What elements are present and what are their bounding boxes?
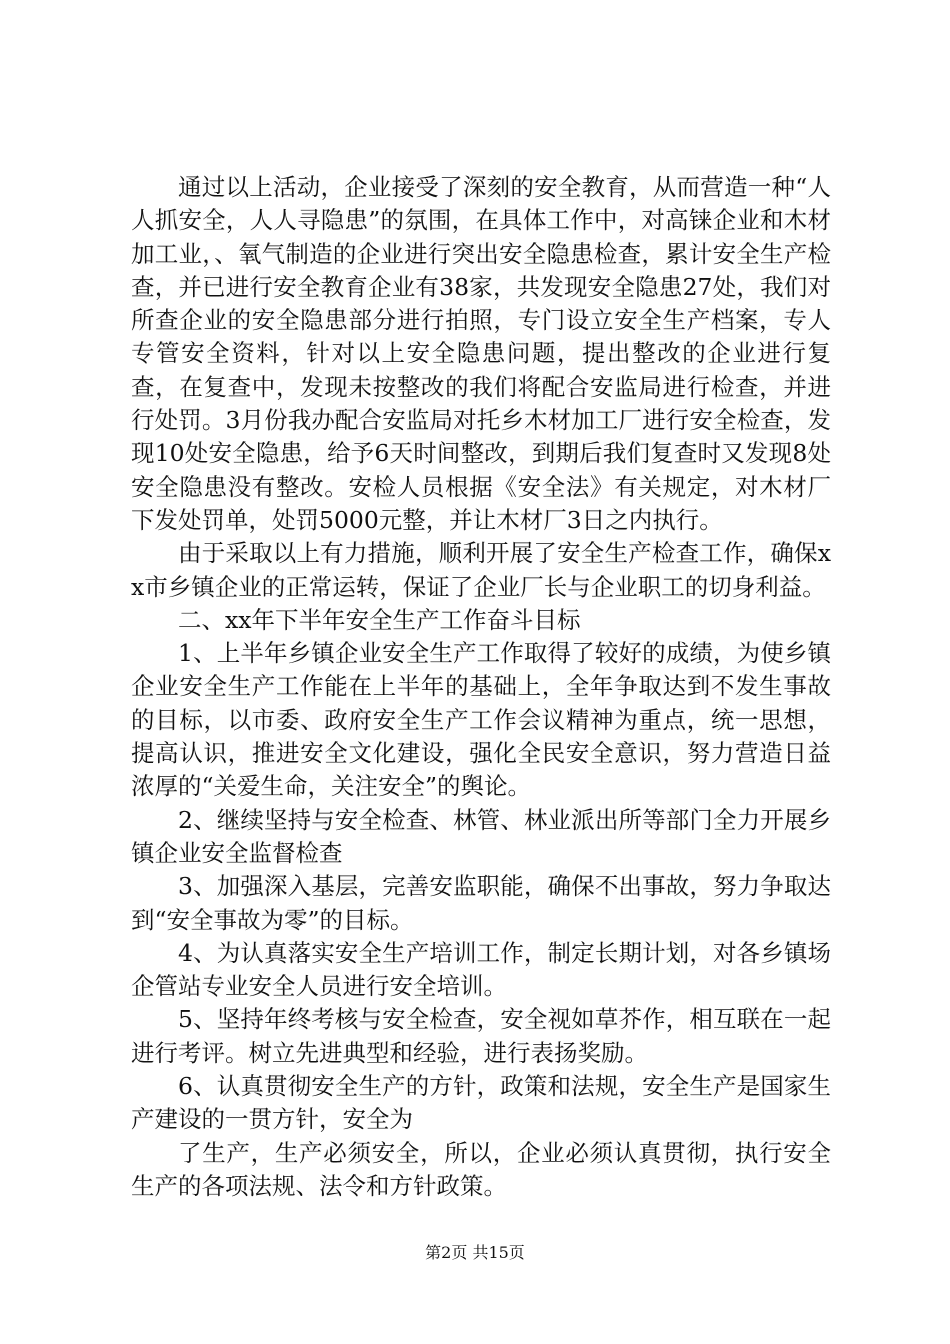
goal-item-4: 4、为认真落实安全生产培训工作，制定长期计划，对各乡镇场企管站专业安全人员进行安全培训。: [131, 938, 831, 1001]
paragraph-measures-result: 由于采取以上有力措施，顺利开展了安全生产检查工作，确保xx市乡镇企业的正常运转，保证了企业厂长与企业职工的切身利益。: [131, 539, 831, 601]
paragraph-activities-summary: 通过以上活动，企业接受了深刻的安全教育，从而营造一种“人人抓安全，人人寻隐患”的氛围，在具体工作中，对高铼企业和木材加工业，、氧气制造的企业进行突出安全隐患检查，累计安全生产检查，并已进行安全教育企业有38家，共发现安全隐患27处，我们对所查企业的安全隐患部分进行拍照，专门设立安全生产档案，专人专管安全资料，针对以上安全隐患问题，提出整改的企业进行复查，在复查中，发现未按整改的我们将配合安监局进行检查，并进行处罚。3月份我办配合安监局对托乡木材加工厂进行安全检查，发现10处安全隐患，给予6天时间整改，到期后我们复查时又发现8处安全隐患没有整改。安检人员根据《安全法》有关规定，对木材厂下发处罚单，处罚5000元整，并让木材厂3日之内执行。: [131, 173, 831, 534]
goal-item-2: 2、继续坚持与安全检查、林管、林业派出所等部门全力开展乡镇企业安全监督检查: [131, 805, 831, 867]
goal-item-5: 5、坚持年终考核与安全检查，安全视如草芥作，相互联在一起进行考评。树立先进典型和经验，进行表扬奖励。: [131, 1005, 831, 1067]
goal-item-3: 3、加强深入基层，完善安监职能，确保不出事故，努力争取达到“安全事故为零”的目标。: [131, 872, 831, 934]
goal-item-6-continued: 了生产，生产必须安全，所以，企业必须认真贯彻，执行安全生产的各项法规、法令和方针政策。: [131, 1138, 831, 1200]
page-number-footer: 第2页 共15页: [425, 1243, 525, 1262]
goal-item-6: 6、认真贯彻安全生产的方针，政策和法规，安全生产是国家生产建设的一贯方针，安全为: [131, 1072, 831, 1134]
section-heading-goals: 二、xx年下半年安全生产工作奋斗目标: [178, 605, 581, 634]
document-body: [131, 171, 831, 1203]
goal-item-1: 1、上半年乡镇企业安全生产工作取得了较好的成绩，为使乡镇企业安全生产工作能在上半年的基础上，全年争取达到不发生事故的目标，以市委、政府安全生产工作会议精神为重点，统一思想，提高认识，推进安全文化建设，强化全民安全意识，努力营造日益浓厚的“关爱生命，关注安全”的舆论。: [131, 639, 831, 801]
